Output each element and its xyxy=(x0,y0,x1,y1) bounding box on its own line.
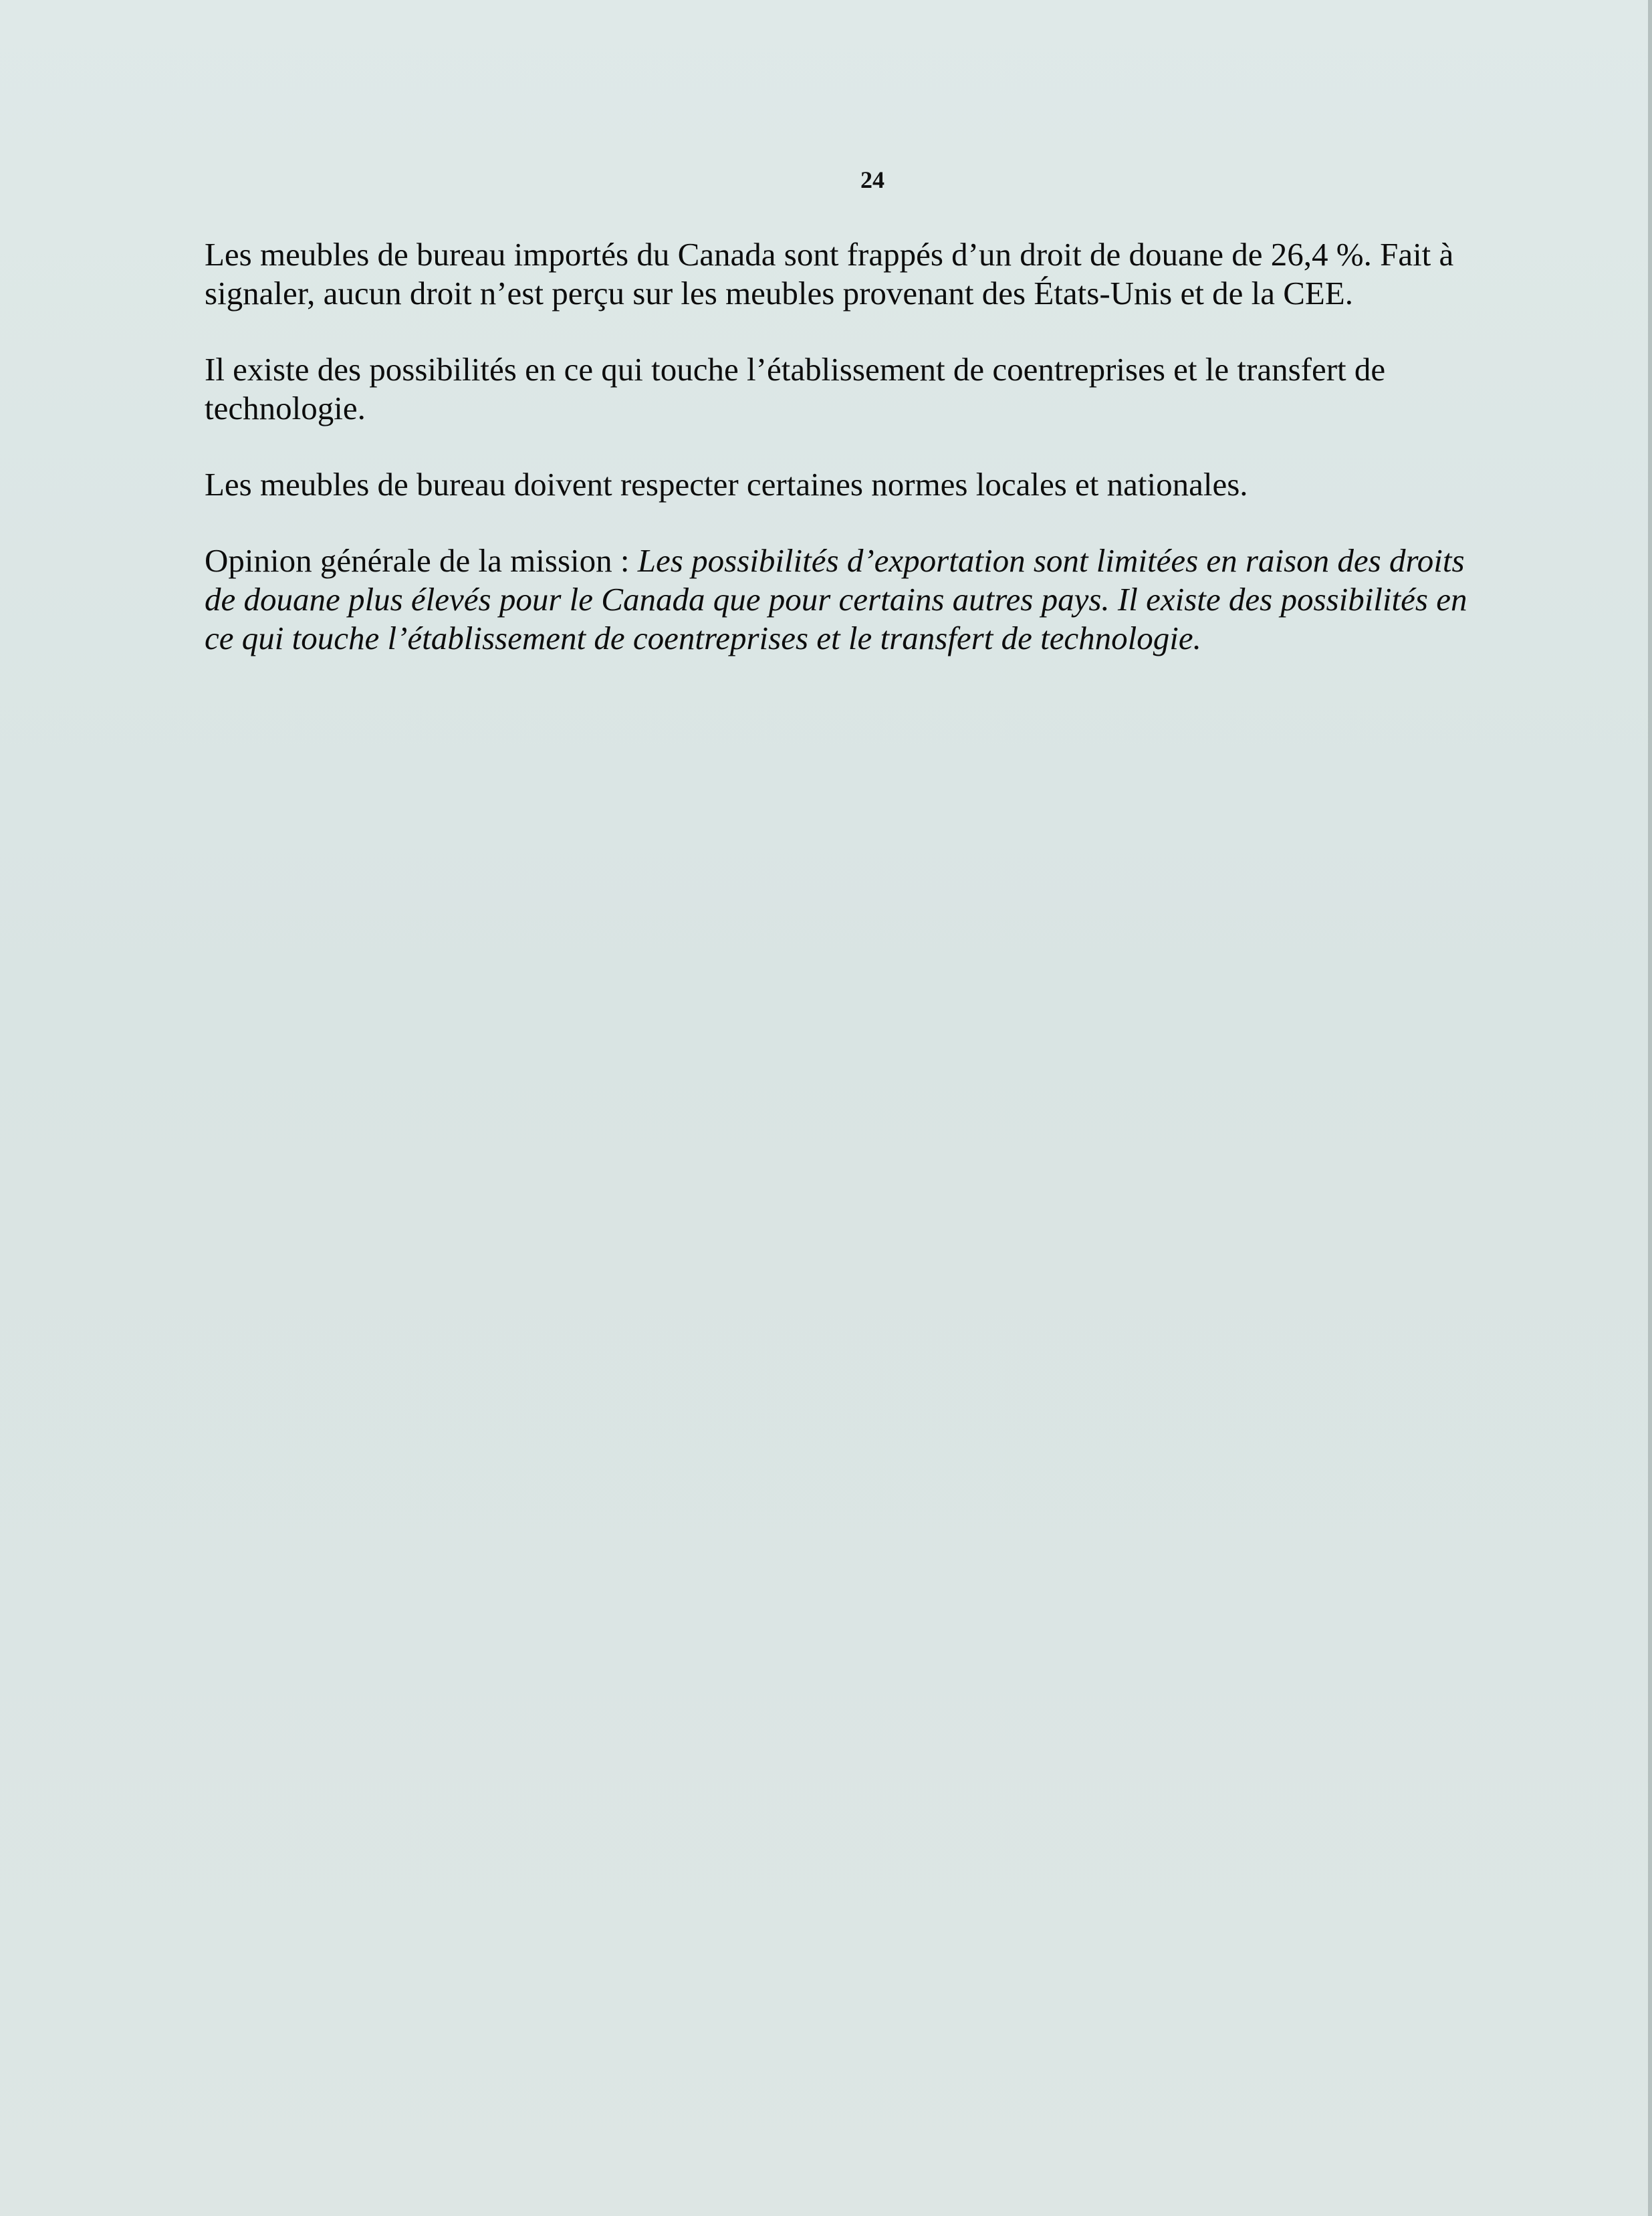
paragraph-standards: Les meubles de bureau doivent respecter certaines normes locales et nationales. xyxy=(205,466,1248,503)
page-body xyxy=(205,235,1502,695)
bleed-through-block xyxy=(201,775,1471,1912)
opinion-text: Les possibilités d’exportation sont limitées en raison des droits de douane plus élevés pour le Canada que pour certains autres pays. Il existe des possibilités en ce qui touche l’établissement de coentreprises et le transfert de technologie. xyxy=(205,542,1467,656)
paragraph-mission-opinion xyxy=(205,541,1502,658)
page-edge-shadow xyxy=(1648,0,1652,2216)
paragraph-tariff: Les meubles de bureau importés du Canada sont frappés d’un droit de douane de 26,4 %. Fait à signaler, aucun droit n’est perçu sur les meubles provenant des États-Unis et de la CEE. xyxy=(205,236,1454,312)
paragraph-opportunities: Il existe des possibilités en ce qui touche l’établissement de coentreprises et le transfert de technologie. xyxy=(205,351,1386,426)
opinion-label: Opinion générale de la mission : xyxy=(205,542,630,579)
page-number: 24 xyxy=(860,166,884,193)
